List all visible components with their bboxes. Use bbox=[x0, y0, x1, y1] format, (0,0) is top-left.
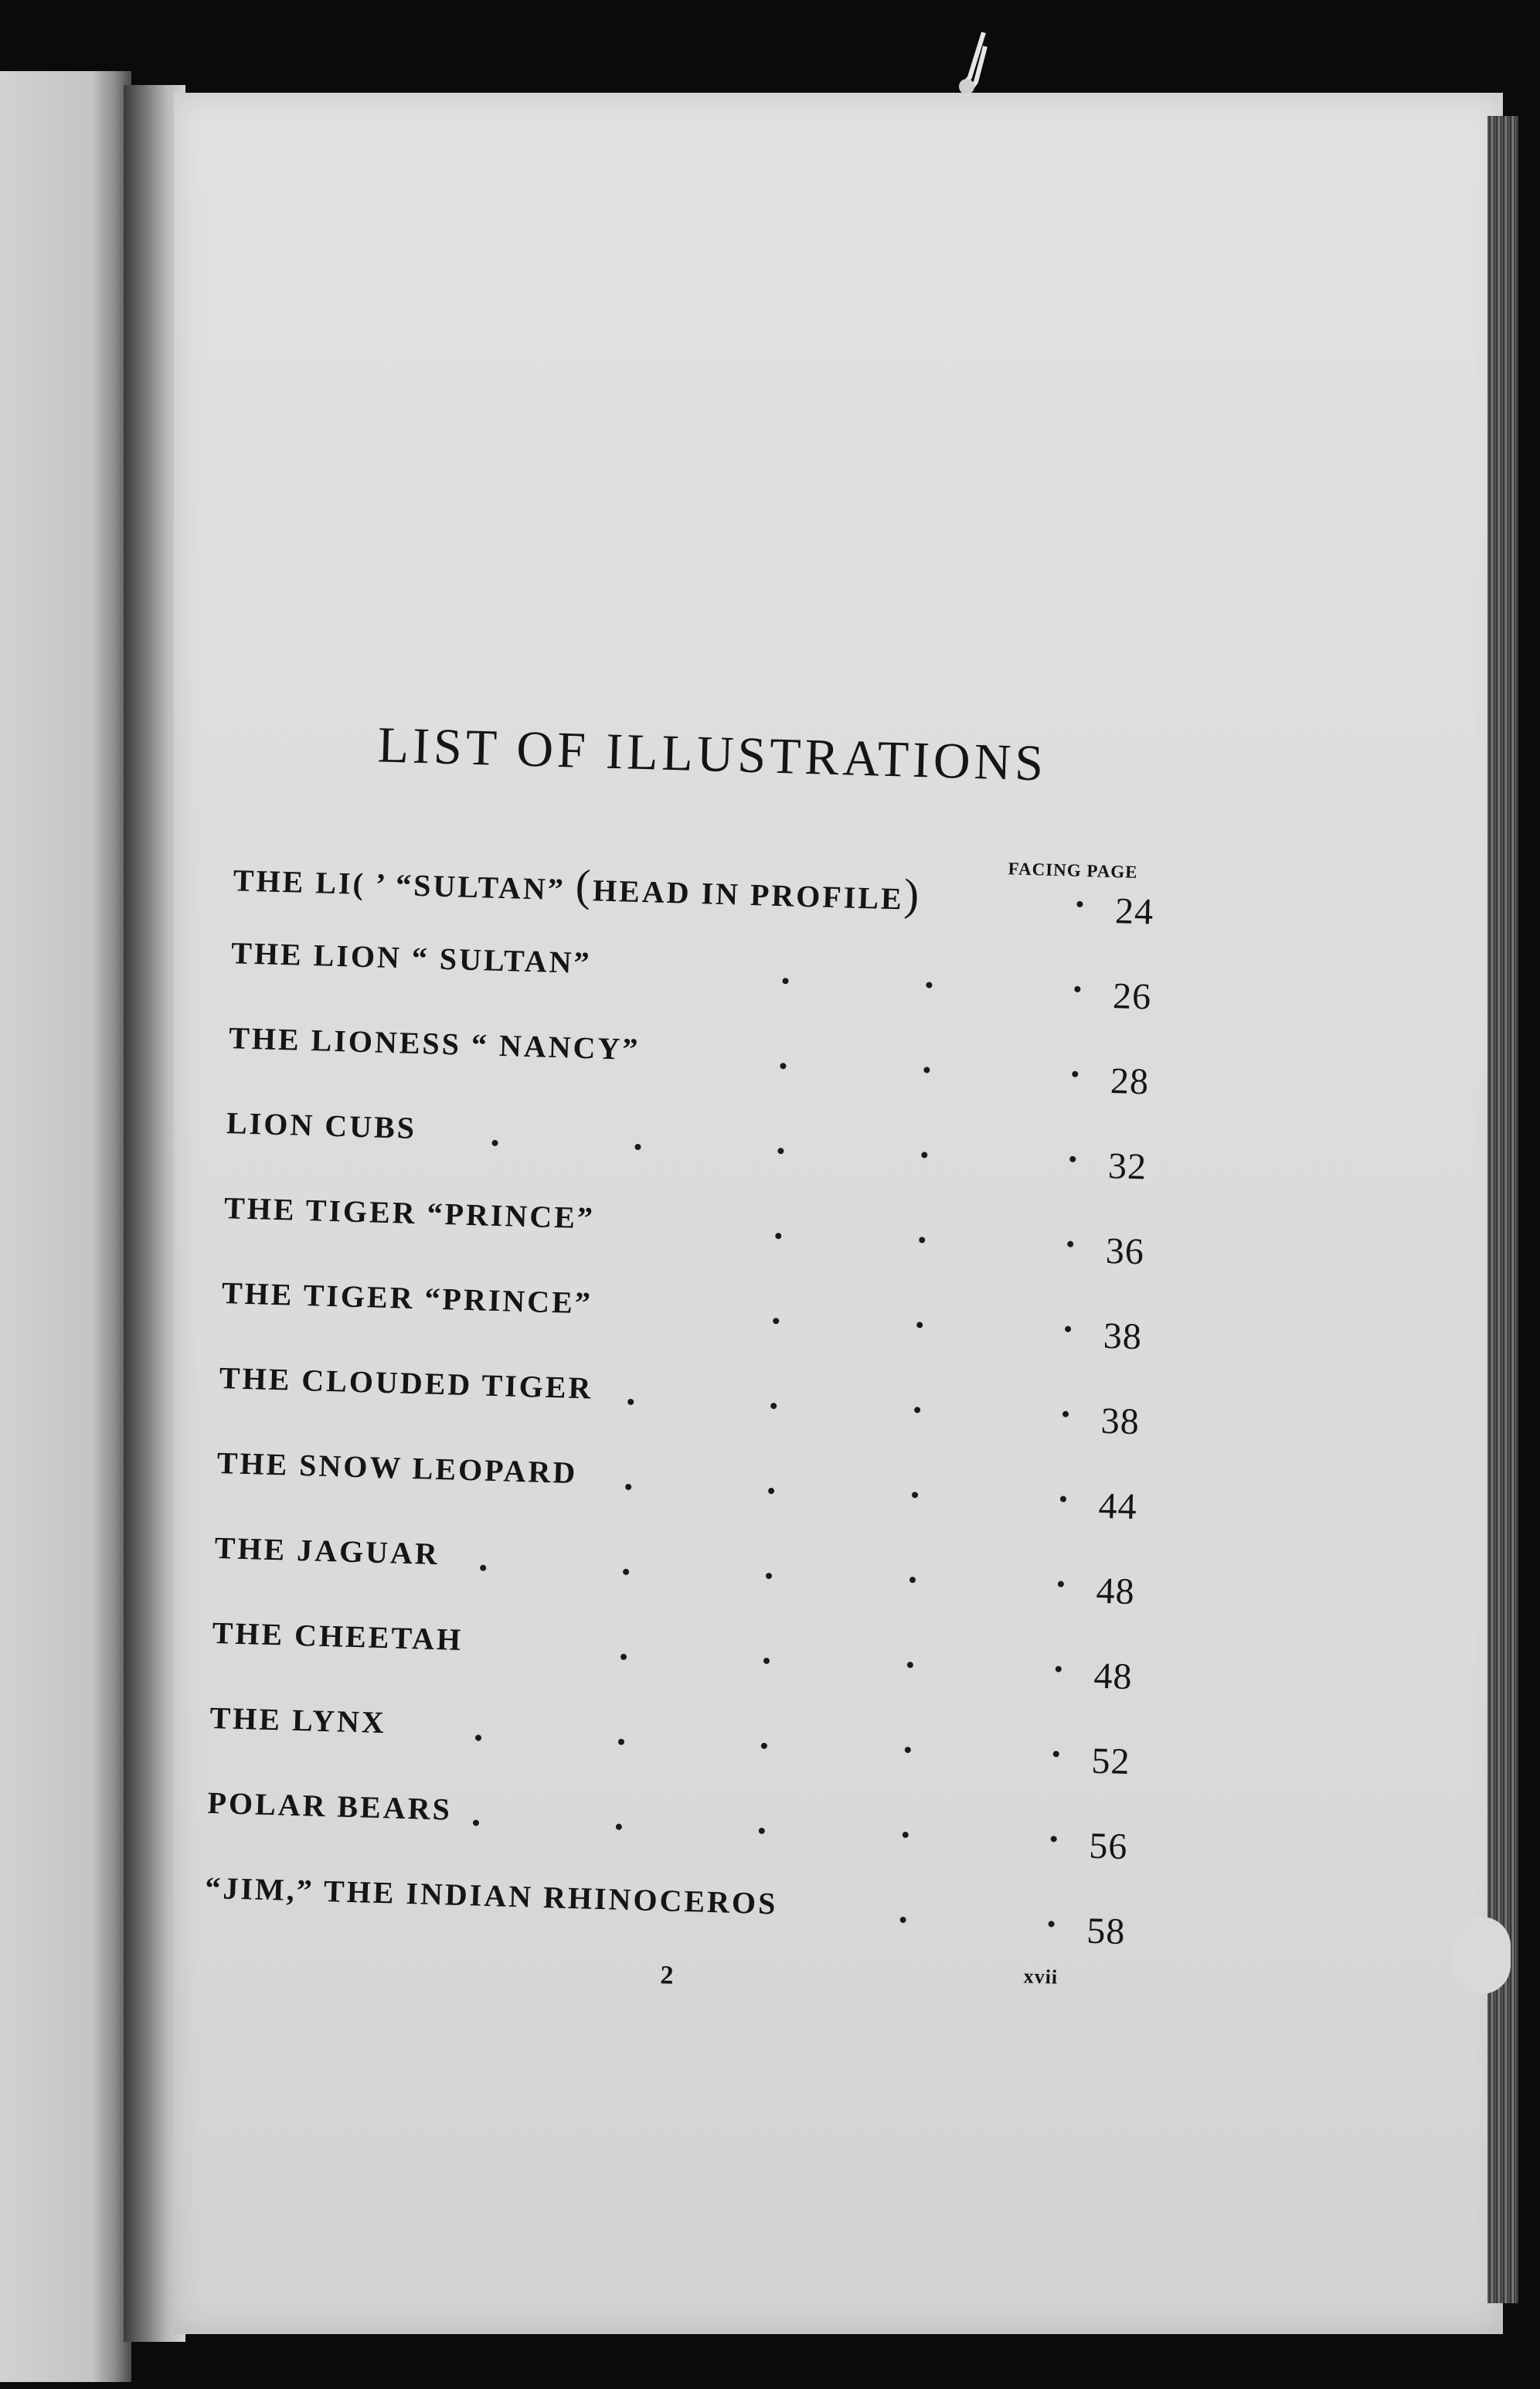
entry-title: THE TIGER “PRINCE” bbox=[221, 1275, 593, 1321]
entry-page-number: 44 bbox=[1098, 1485, 1138, 1528]
entry-page-number: 36 bbox=[1105, 1230, 1145, 1273]
leader-dot bbox=[480, 1565, 486, 1571]
entry-title-text: THE LI( ’ “SULTAN” bbox=[233, 863, 576, 907]
leader-dot bbox=[921, 1152, 927, 1158]
leader-dot bbox=[623, 1569, 629, 1575]
leader-dot bbox=[914, 1407, 920, 1413]
leader-dot bbox=[903, 1832, 909, 1838]
leader-dot bbox=[1058, 1581, 1064, 1587]
entry-title: THE CHEETAH bbox=[212, 1615, 464, 1657]
entry-page-number: 38 bbox=[1100, 1400, 1141, 1443]
paren-close: ) bbox=[903, 869, 923, 921]
entry-title: “JIM,” THE INDIAN RHINOCEROS bbox=[204, 1870, 778, 1921]
leader-dot bbox=[763, 1658, 770, 1664]
left-page-edge bbox=[0, 71, 131, 2382]
leader-dot bbox=[768, 1488, 774, 1494]
entry-title: THE CLOUDED TIGER bbox=[219, 1360, 594, 1406]
pen-mark bbox=[947, 31, 1001, 100]
leader-dot bbox=[770, 1403, 777, 1409]
leader-dot bbox=[475, 1734, 481, 1741]
leader-dot bbox=[777, 1148, 784, 1154]
leader-dot bbox=[634, 1144, 641, 1150]
entry-page-number: 32 bbox=[1107, 1145, 1147, 1188]
leader-dot bbox=[1049, 1921, 1055, 1927]
leader-dot bbox=[912, 1492, 918, 1498]
signature-mark: 2 bbox=[660, 1961, 675, 1990]
leader-dot bbox=[1076, 901, 1083, 907]
entry-title: THE SNOW LEOPARD bbox=[216, 1445, 578, 1490]
leader-dot bbox=[1056, 1666, 1062, 1672]
entry-page-number: 24 bbox=[1114, 890, 1154, 933]
entry-page-number: 58 bbox=[1086, 1910, 1127, 1953]
entry-page-number: 56 bbox=[1088, 1825, 1129, 1868]
paren-open: ( bbox=[575, 859, 594, 911]
leader-dot bbox=[1074, 986, 1080, 992]
entry-title: LION CUBS bbox=[226, 1105, 417, 1145]
entry-title: THE LYNX bbox=[209, 1700, 387, 1741]
entry-page-number: 28 bbox=[1110, 1060, 1150, 1103]
leader-dot bbox=[620, 1654, 627, 1660]
leader-dot bbox=[1065, 1326, 1071, 1332]
leader-dot bbox=[761, 1743, 767, 1749]
entry-page-number: 48 bbox=[1095, 1570, 1136, 1613]
leader-dot bbox=[780, 1063, 786, 1069]
leader-dot bbox=[766, 1573, 772, 1579]
leader-dot bbox=[1051, 1836, 1057, 1842]
entry-title: POLAR BEARS bbox=[206, 1785, 453, 1827]
leader-dot bbox=[916, 1322, 923, 1328]
leader-dot bbox=[1067, 1241, 1073, 1247]
leader-dot bbox=[1069, 1156, 1076, 1162]
entry-title: THE LION “ SULTAN” bbox=[230, 935, 593, 981]
thumb-mark bbox=[1453, 1917, 1511, 1994]
leader-dot bbox=[919, 1237, 925, 1243]
leader-dot bbox=[759, 1828, 765, 1834]
leader-dot bbox=[923, 1067, 930, 1073]
folio-number: xvii bbox=[1023, 1965, 1059, 1989]
leader-dot bbox=[1062, 1411, 1069, 1417]
leader-dot bbox=[773, 1318, 779, 1324]
facing-page-label: FACING PAGE bbox=[1008, 859, 1138, 882]
leader-dot bbox=[907, 1662, 913, 1668]
entry-title: THE JAGUAR bbox=[214, 1530, 440, 1572]
leader-dot bbox=[782, 978, 788, 984]
leader-dot bbox=[625, 1484, 631, 1490]
entry-page-number: 48 bbox=[1093, 1655, 1134, 1698]
entry-page-number: 52 bbox=[1090, 1740, 1131, 1783]
entry-title: THE LIONESS “ NANCY” bbox=[228, 1020, 641, 1067]
leader-dot bbox=[1053, 1751, 1059, 1757]
leader-dot bbox=[618, 1739, 624, 1745]
leader-dot bbox=[926, 982, 932, 988]
entry-title-paren-text: HEAD IN PROFILE bbox=[592, 873, 905, 917]
leader-dot bbox=[775, 1233, 781, 1239]
entry-title: THE TIGER “PRINCE” bbox=[223, 1190, 596, 1236]
leader-dot bbox=[616, 1824, 622, 1830]
leader-dot bbox=[1072, 1071, 1078, 1077]
leader-dot bbox=[909, 1577, 916, 1583]
leader-dot bbox=[1060, 1496, 1066, 1502]
leader-dot bbox=[627, 1399, 634, 1405]
leader-dot bbox=[900, 1917, 906, 1923]
leader-dot bbox=[491, 1140, 498, 1146]
entry-page-number: 26 bbox=[1112, 975, 1152, 1018]
entry-page-number: 38 bbox=[1103, 1315, 1143, 1358]
leader-dot bbox=[905, 1747, 911, 1753]
page-heading: LIST OF ILLUSTRATIONS bbox=[376, 716, 1049, 792]
leader-dot bbox=[473, 1819, 479, 1826]
